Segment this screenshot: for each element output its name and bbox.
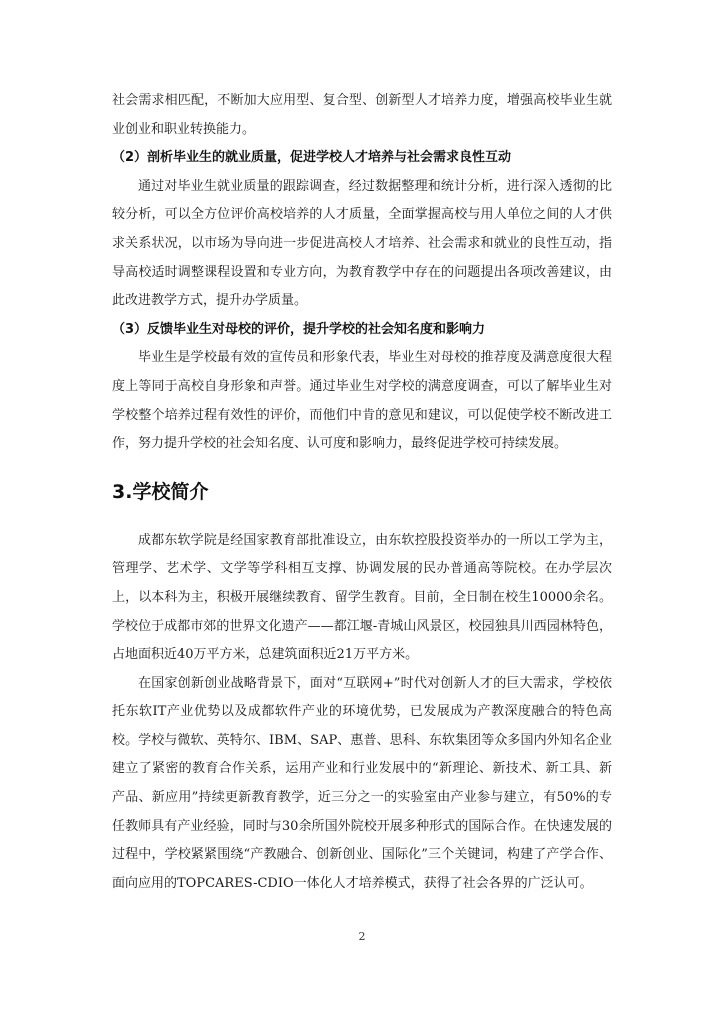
subsection-2-heading: （2）剖析毕业生的就业质量，促进学校人才培养与社会需求良性互动 — [112, 150, 512, 166]
section-3-title: 3.学校简介 — [112, 480, 209, 503]
subsection-2-paragraph: 通过对毕业生就业质量的跟踪调查，经过数据整理和统计分析，进行深入透彻的比较分析，可以全方位评价高校培养的人才质量，全面掌握高校与用人单位之间的人才供求关系状况，以市场为导向进一步促进高校人才培养、社会需求和就业的良性互动，指导高校适时调整课程设置和专业方向，为教育教学中存在的问题提出各项改善建议，由此改进教学方式，提升办学质量。 — [112, 178, 612, 309]
school-intro-paragraph-1: 成都东软学院是经国家教育部批准设立，由东软控股投资举办的一所以工学为主，管理学、艺术学、文学等学科相互支撑、协调发展的民办普通高等院校。在办学层次上，以本科为主，积极开展继续教育、留学生教育。目前，全日制在校生10000余名。学校位于成都市郊的世界文化遗产——都江堰-青城山风景区，校园独具川西园林特色，占地面积近40万平方米，总建筑面积近21万平方米。 — [112, 532, 612, 663]
section-spacer — [112, 459, 612, 477]
continuation-paragraph: 社会需求相匹配，不断加大应用型、复合型、创新型人才培养力度，增强高校毕业生就业创业和职业转换能力。 — [112, 93, 612, 137]
subsection-3-paragraph: 毕业生是学校最有效的宣传员和形象代表，毕业生对母校的推荐度及满意度很大程度上等同于高校自身形象和声誉。通过毕业生对学校的满意度调查，可以了解毕业生对学校整个培养过程有效性的评价，而他们中肯的意见和建议，可以促使学校不断改进工作，努力提升学校的社会知名度、认可度和影响力，最终促进学校可持续发展。 — [112, 350, 612, 452]
page-number: 2 — [358, 930, 366, 943]
subsection-3-heading: （3）反馈毕业生对母校的评价，提升学校的社会知名度和影响力 — [112, 321, 486, 337]
page-content — [112, 87, 612, 898]
section-spacer — [112, 507, 612, 527]
school-intro-paragraph-2: 在国家创新创业战略背景下，面对“互联网+”时代对创新人才的巨大需求，学校依托东软IT产业优势以及成都软件产业的环境优势，已发展成为产教深度融合的特色高校。学校与微软、英特尔、IBM、SAP、惠普、思科、东软集团等众多国内外知名企业建立了紧密的教育合作关系，运用产业和行业发展中的“新理论、新技术、新工具、新产品、新应用”持续更新教育教学，近三分之一的实验室由产业参与建立，有50%的专任教师具有产业经验，同时与30余所国外院校开展多种形式的国际合作。在快速发展的过程中，学校紧紧围绕“产教融合、创新创业、国际化”三个关键词，构建了产学合作、面向应用的TOPCARES-CDIO一体化人才培养模式，获得了社会各界的广泛认可。 — [112, 675, 612, 891]
